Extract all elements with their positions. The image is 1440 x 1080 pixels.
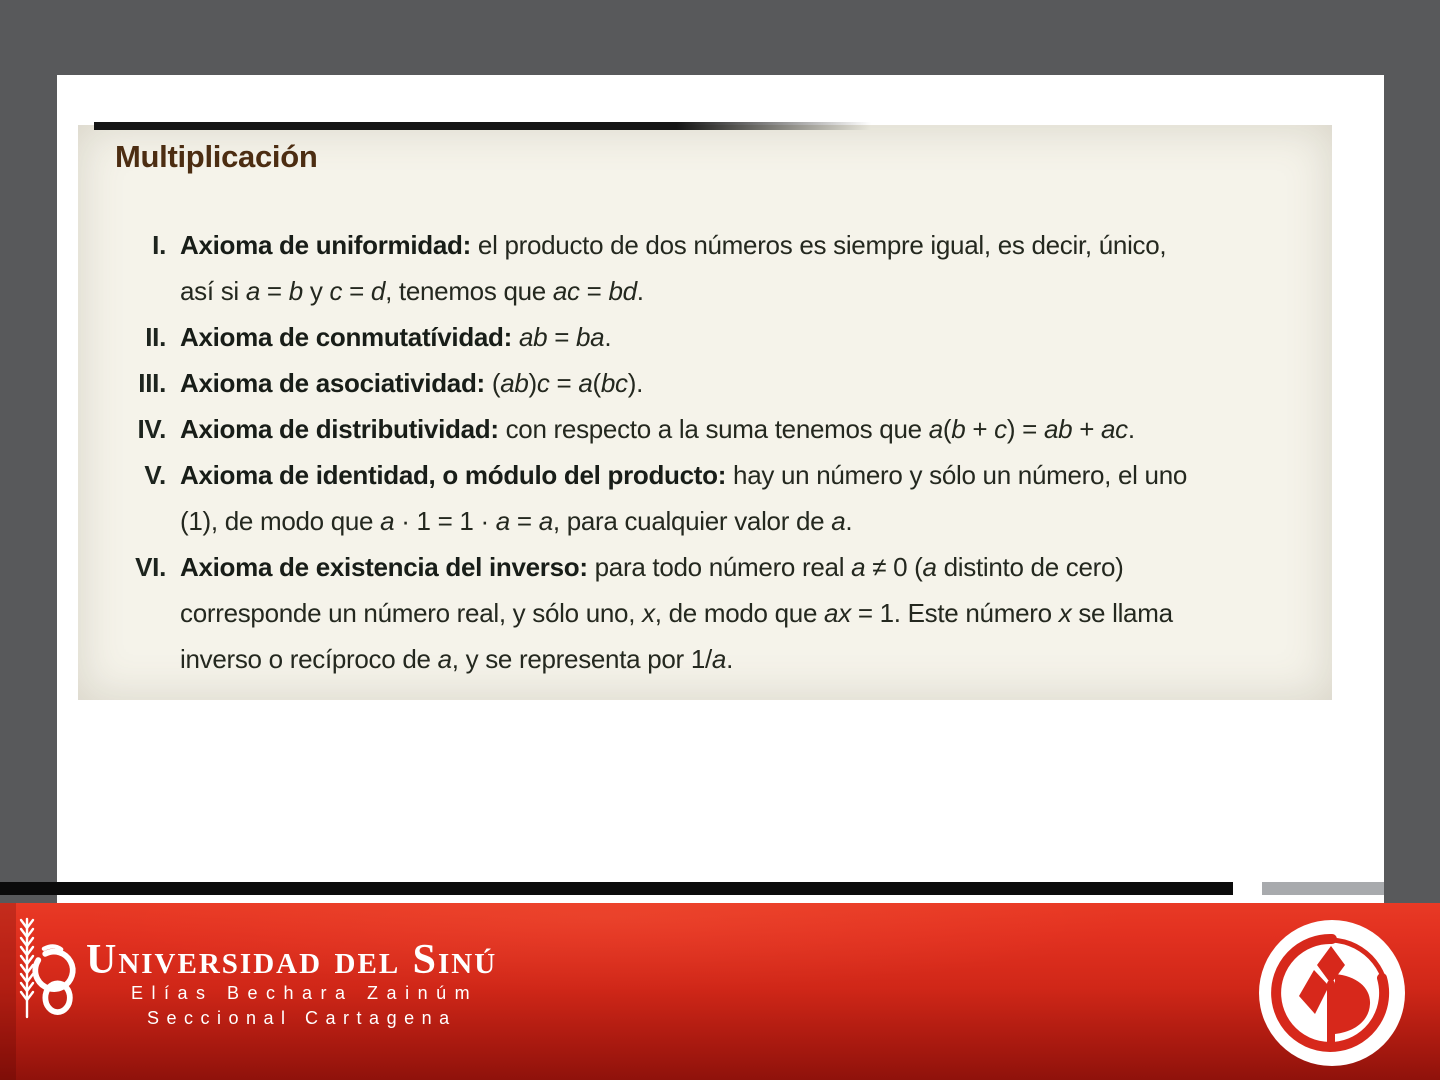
axiom-text-line: Axioma de uniformidad: el producto de dos números es siempre igual, es decir, único, [180, 230, 1167, 260]
section-title: Multiplicación [115, 139, 318, 174]
university-monogram-icon [30, 943, 78, 1015]
seal-plant-icon [1257, 918, 1407, 1068]
axiom-text [180, 544, 1173, 682]
university-seal [1257, 918, 1407, 1068]
branch-name: Seccional Cartagena [147, 1008, 457, 1028]
silver-divider-bar [1262, 882, 1384, 895]
axiom-text-line: Axioma de distributividad: con respecto a la suma tenemos que a(b + c) = ab + ac. [180, 414, 1135, 444]
scan-edge-artifact [94, 122, 871, 130]
axiom-item [78, 222, 1332, 314]
axiom-text [180, 314, 611, 360]
axiom-text-line: corresponde un número real, y sólo uno, x, de modo que ax = 1. Este número x se llama [180, 598, 1173, 628]
axiom-text-line: así si a = b y c = d, tenemos que ac = bd. [180, 276, 644, 306]
axiom-item [78, 314, 1332, 360]
axiom-item [78, 360, 1332, 406]
founder-name: Elías Bechara Zainúm [131, 983, 479, 1003]
black-divider-bar [0, 882, 1233, 895]
axiom-text-line: Axioma de existencia del inverso: para todo número real a ≠ 0 (a distinto de cero) [180, 552, 1124, 582]
university-name: Universidad del Sinú [86, 937, 498, 983]
axiom-item [78, 406, 1332, 452]
axiom-text-line: Axioma de asociatividad: (ab)c = a(bc). [180, 368, 644, 398]
textbook-scan [78, 125, 1332, 700]
slide-canvas [57, 75, 1384, 903]
axiom-text [180, 406, 1135, 452]
axiom-numeral: IV. [137, 414, 166, 444]
axiom-item [78, 544, 1332, 682]
axiom-numeral: III. [138, 368, 166, 398]
axiom-numeral: II. [145, 322, 166, 352]
axiom-text-line: Axioma de identidad, o módulo del producto: hay un número y sólo un número, el uno [180, 460, 1188, 490]
footer-banner [0, 903, 1440, 1080]
axiom-text [180, 360, 643, 406]
axiom-text-line: Axioma de conmutatívidad: ab = ba. [180, 322, 612, 352]
axiom-text [180, 222, 1166, 314]
axiom-numeral: I. [152, 230, 166, 260]
axiom-text [180, 452, 1187, 544]
axiom-text-line: inverso o recíproco de a, y se representa por 1/a. [180, 644, 734, 674]
axiom-list [78, 222, 1332, 682]
axiom-numeral: VI. [135, 552, 166, 582]
axiom-item [78, 452, 1332, 544]
axiom-numeral: V. [144, 460, 166, 490]
axiom-text-line: (1), de modo que a · 1 = 1 · a = a, para cualquier valor de a. [180, 506, 853, 536]
